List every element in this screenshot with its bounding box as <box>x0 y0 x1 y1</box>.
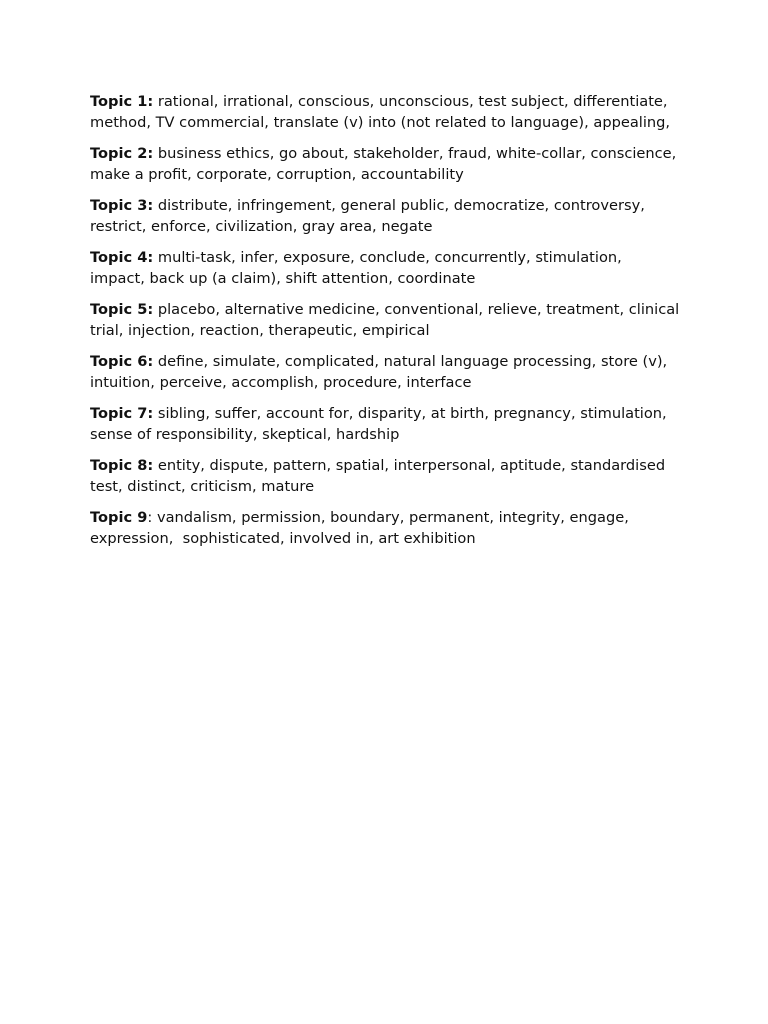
topic-9-paragraph <box>90 507 680 549</box>
topic-1-label: Topic 1: <box>90 93 154 110</box>
topic-5-paragraph <box>90 299 684 341</box>
topic-4-paragraph <box>90 247 680 289</box>
topic-6-paragraph <box>90 351 680 393</box>
topic-1-words: rational, irrational, conscious, unconscious, test subject, differentiate, method, TV commercial, translate (v) into (not related to language), appealing, <box>90 93 673 131</box>
topic-6-label: Topic 6: <box>90 353 154 370</box>
topic-4-words: multi-task, infer, exposure, conclude, concurrently, stimulation, impact, back up (a claim), shift attention, coordinate <box>90 249 627 287</box>
topic-8-paragraph <box>90 455 680 497</box>
topic-5-words: placebo, alternative medicine, conventional, relieve, treatment, clinical trial, injection, reaction, therapeutic, empirical <box>90 301 684 339</box>
topic-7-words: sibling, suffer, account for, disparity, at birth, pregnancy, stimulation, sense of responsibility, skeptical, hardship <box>90 405 672 443</box>
document-page <box>90 91 684 559</box>
topic-8-label: Topic 8: <box>90 457 154 474</box>
topic-6-words: define, simulate, complicated, natural language processing, store (v), intuition, perceive, accomplish, procedure, interface <box>90 353 672 391</box>
topic-3-words: distribute, infringement, general public, democratize, controversy, restrict, enforce, civilization, gray area, negate <box>90 197 650 235</box>
topic-2-paragraph <box>90 143 680 185</box>
topic-5-label: Topic 5: <box>90 301 154 318</box>
topic-2-words: business ethics, go about, stakeholder, fraud, white-collar, conscience, make a profit, corporate, corruption, accountability <box>90 145 681 183</box>
topic-3-paragraph <box>90 195 680 237</box>
topic-4-label: Topic 4: <box>90 249 154 266</box>
topic-9-label: Topic 9 <box>90 509 148 526</box>
topic-8-words: entity, dispute, pattern, spatial, interpersonal, aptitude, standardised test, distinct, criticism, mature <box>90 457 670 495</box>
topic-2-label: Topic 2: <box>90 145 154 162</box>
topic-9-words: : vandalism, permission, boundary, permanent, integrity, engage, expression, sophisticated, involved in, art exhibition <box>90 509 634 547</box>
topic-7-label: Topic 7: <box>90 405 154 422</box>
topic-7-paragraph <box>90 403 680 445</box>
topic-1-paragraph <box>90 91 680 133</box>
topic-3-label: Topic 3: <box>90 197 154 214</box>
